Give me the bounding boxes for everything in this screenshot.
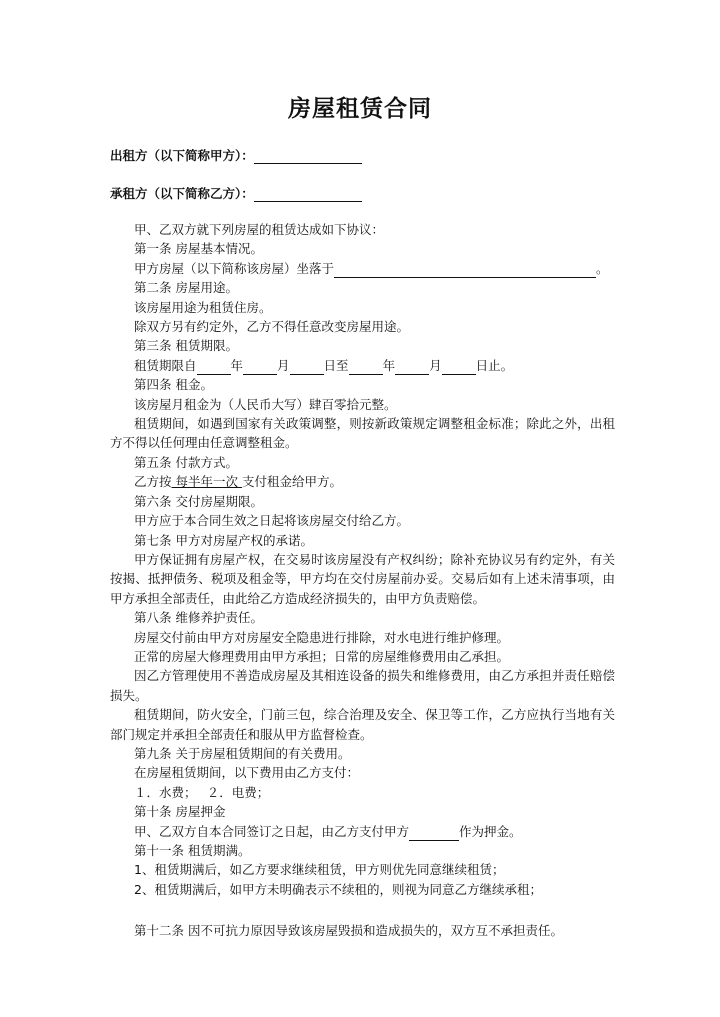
article-8-p4: 租赁期间，防火安全，门前三包，综合治理及安全、保卫等工作，乙方应执行当地有关部门规定并承担全部责任和服从甲方监督检查。 <box>110 707 615 742</box>
lessee-blank <box>254 187 362 202</box>
article-10-text: 甲、乙双方自本合同签订之日起，由乙方支付甲方 作为押金。 <box>110 822 615 841</box>
contract-body <box>110 220 615 941</box>
article-7-p1: 甲方保证拥有房屋产权，在交易时该房屋没有产权纠纷；除补充协议另有约定外，有关按揭、抵押债务、税项及租金等，甲方均在交付房屋前办妥。交易后如有上述未清事项，由甲方承担全部责任，由此给乙方造成经济损失的，由甲方负责赔偿。 <box>110 551 615 606</box>
document-title: 房屋租赁合同 <box>288 96 432 122</box>
deposit-blank <box>409 826 459 841</box>
article-6-p1: 甲方应于本合同生效之日起将该房屋交付给乙方。 <box>134 513 410 529</box>
article-2-title: 第二条 房屋用途。 <box>134 280 238 296</box>
address-blank <box>334 263 596 278</box>
article-9-title: 第九条 关于房屋租赁期间的有关费用。 <box>134 745 351 761</box>
article-3-term: 租赁期限自 年 月 日至 年 月 日止。 <box>110 356 615 375</box>
article-9-p2: １．水费； ２．电费； <box>134 784 270 800</box>
article-8-title: 第八条 维修养护责任。 <box>134 610 263 626</box>
article-9-p1: 在房屋租赁期间，以下费用由乙方支付： <box>134 765 360 781</box>
article-10-title: 第十条 房屋押金 <box>134 804 226 820</box>
article-11-p2: 2、租赁期满后，如甲方未明确表示不续租的，则视为同意乙方继续承租； <box>134 881 542 897</box>
article-8-p1: 房屋交付前由甲方对房屋安全隐患进行排除，对水电进行维护修理。 <box>134 629 510 645</box>
article-2-p1: 该房屋用途为租赁住房。 <box>134 299 272 315</box>
article-2-p2: 除双方另有约定外，乙方不得任意改变房屋用途。 <box>134 319 410 335</box>
payment-frequency: 每半年一次 <box>171 474 242 490</box>
article-1-text: 甲方房屋（以下简称该房屋）坐落于 。 <box>110 259 615 278</box>
lessor-label: 出租方（以下简称甲方）： <box>110 148 254 163</box>
article-5-title: 第五条 付款方式。 <box>134 454 238 470</box>
article-11-p1: 1、租赁期满后，如乙方要求继续租赁，甲方则优先同意继续租赁； <box>134 862 505 878</box>
lessor-line <box>110 146 362 164</box>
article-4-p1: 该房屋月租金为（人民币大写）肆百零拾元整。 <box>134 396 397 412</box>
lessor-blank <box>254 149 362 164</box>
article-8-p2: 正常的房屋大修理费用由甲方承担；日常的房屋维修费用由乙承担。 <box>134 648 510 664</box>
intro: 甲、乙双方就下列房屋的租赁达成如下协议： <box>134 222 385 237</box>
article-1-title: 第一条 房屋基本情况。 <box>134 241 263 257</box>
lessee-line <box>110 184 362 202</box>
article-5-text: 乙方按 每半年一次 支付租金给甲方。 <box>134 474 342 490</box>
article-11-title: 第十一条 租赁期满。 <box>134 843 251 858</box>
article-3-title: 第三条 租赁期限。 <box>134 338 238 354</box>
article-6-title: 第六条 交付房屋期限。 <box>134 493 263 509</box>
article-12-title: 第十二条 因不可抗力原因导致该房屋毁损和造成损失的，双方互不承担责任。 <box>134 923 563 939</box>
article-8-p3: 因乙方管理使用不善造成房屋及其相连设备的损失和维修费用，由乙方承担并责任赔偿损失。 <box>110 668 615 703</box>
article-4-title: 第四条 租金。 <box>134 377 213 393</box>
article-7-title: 第七条 甲方对房屋产权的承诺。 <box>134 532 313 548</box>
article-4-p2: 租赁期间，如遇到国家有关政策调整，则按新政策规定调整租金标准；除此之外，出租方不得以任何理由任意调整租金。 <box>110 416 615 451</box>
lessee-label: 承租方（以下简称乙方）： <box>110 186 254 201</box>
